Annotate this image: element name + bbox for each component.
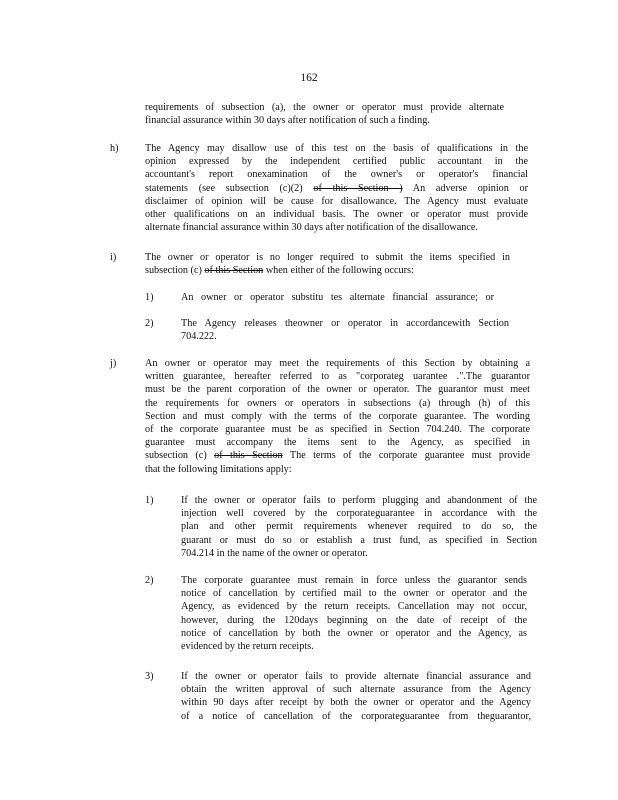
text-segment: subsection (c) bbox=[145, 450, 207, 462]
text-line: If the owner or operator fails to provide alternate financial assurance and bbox=[181, 671, 531, 682]
text-line: evidenced by the return receipts. bbox=[181, 641, 314, 653]
text-segment: The terms of the corporate guarantee must provide bbox=[289, 450, 530, 462]
text-line: The Agency may disallow use of this test on the basis of qualifications in the bbox=[145, 143, 528, 154]
page-number: 162 bbox=[300, 72, 318, 84]
struck-text: of this Section bbox=[204, 265, 264, 277]
text-line: opinion expressed by the independent certified public accountant in the bbox=[145, 156, 528, 168]
text-line: The owner or operator is no longer required to submit the items specified in bbox=[145, 252, 510, 263]
text-line: accountant's report onexamination of the owner's or operator's financial bbox=[145, 169, 528, 181]
text-line: 704.214 in the name of the owner or operator. bbox=[181, 547, 368, 559]
text-line: of a notice of cancellation of the corporateguarantee from theguarantor, bbox=[181, 710, 531, 722]
text-line: must be the parent corporation of the owner or operator. The guarantor must meet bbox=[145, 384, 530, 396]
text-line: requirements of subsection (a), the owner or operator must provide alternate bbox=[145, 102, 504, 113]
struck-text: of this Section bbox=[214, 450, 283, 462]
list-item bbox=[181, 291, 494, 304]
text-line: The corporate guarantee must remain in force unless the guarantor sends bbox=[181, 575, 527, 586]
text-line: disclaimer of opinion will be cause for disallowance. The Agency must evaluate bbox=[145, 195, 528, 207]
text-line: If the owner or operator fails to perform plugging and abandonment of the bbox=[181, 495, 537, 506]
text-line: other qualifications on an individual basis. The owner or operator must provide bbox=[145, 209, 528, 221]
text-segment: An adverse opinion or bbox=[412, 182, 529, 194]
text-line: notice of cancellation by certified mail to the owner or operator and the bbox=[181, 588, 527, 600]
paragraph-i bbox=[145, 251, 510, 277]
text-line bbox=[145, 182, 528, 195]
item-label: 2) bbox=[145, 318, 154, 329]
text-line: injection well covered by the corporateguarantee in accordance with the bbox=[181, 508, 537, 520]
text-line: however, during the 120days beginning on the date of receipt of the bbox=[181, 614, 527, 626]
item-label: 1) bbox=[145, 292, 154, 303]
list-item bbox=[181, 317, 509, 343]
text-line: obtain the written approval of such alternate assurance from the Agency bbox=[181, 684, 531, 696]
paragraph-h bbox=[145, 142, 528, 234]
text-line: the requirements for owners or operators in subsections (a) through (h) of this bbox=[145, 397, 530, 409]
list-item bbox=[181, 574, 527, 653]
text-segment: statements (see subsection (c)(2) bbox=[145, 182, 303, 194]
text-line: financial assurance within 30 days after notification of such a finding. bbox=[145, 115, 430, 127]
text-line: of the corporate guarantee must be as specified in Section 704.240. The corporate bbox=[145, 424, 530, 436]
list-item bbox=[181, 670, 531, 723]
text-line: The Agency releases theowner or operator in accordancewith Section bbox=[181, 318, 509, 329]
item-label: 1) bbox=[145, 495, 154, 506]
list-item bbox=[181, 494, 537, 560]
text-line: guarantee must accompany the items sent to the Agency, as specified in bbox=[145, 437, 530, 449]
item-label: 2) bbox=[145, 575, 154, 586]
text-line: notice of cancellation by both the owner or operator and the Agency, as bbox=[181, 627, 527, 639]
text-line: An owner or operator substitu tes alternate financial assurance; or bbox=[181, 292, 494, 303]
text-segment: subsection (c) bbox=[145, 265, 202, 277]
paragraph-label-i: i) bbox=[110, 252, 117, 263]
text-line: alternate financial assurance within 30 days after notification of the disallowance. bbox=[145, 222, 478, 234]
text-line: Agency, as evidenced by the return receipts. Cancellation may not occur, bbox=[181, 601, 527, 613]
text-line bbox=[145, 264, 510, 277]
paragraph-j bbox=[145, 357, 530, 476]
text-line: guarant or must do so or establish a trust fund, as specified in Section bbox=[181, 534, 537, 546]
text-line: 704.222. bbox=[181, 331, 217, 343]
text-line: plan and other permit requirements whenever required to do so, the bbox=[181, 521, 537, 533]
intro-paragraph bbox=[145, 101, 504, 127]
text-segment: when either of the following occurs: bbox=[265, 265, 414, 277]
text-line: Section and must comply with the terms of the corporate guarantee. The wording bbox=[145, 410, 530, 422]
struck-text: of this Section ) bbox=[313, 182, 403, 194]
paragraph-label-h: h) bbox=[110, 143, 119, 154]
text-line: within 90 days after receipt by both the owner or operator and the Agency bbox=[181, 697, 531, 709]
item-label: 3) bbox=[145, 671, 154, 682]
text-line: An owner or operator may meet the requirements of this Section by obtaining a bbox=[145, 358, 530, 369]
text-line: that the following limitations apply: bbox=[145, 463, 292, 475]
text-line bbox=[145, 449, 530, 462]
text-line: written guarantee, hereafter referred to as "corporateg uarantee .".The guarantor bbox=[145, 371, 530, 383]
paragraph-label-j: j) bbox=[110, 358, 117, 369]
